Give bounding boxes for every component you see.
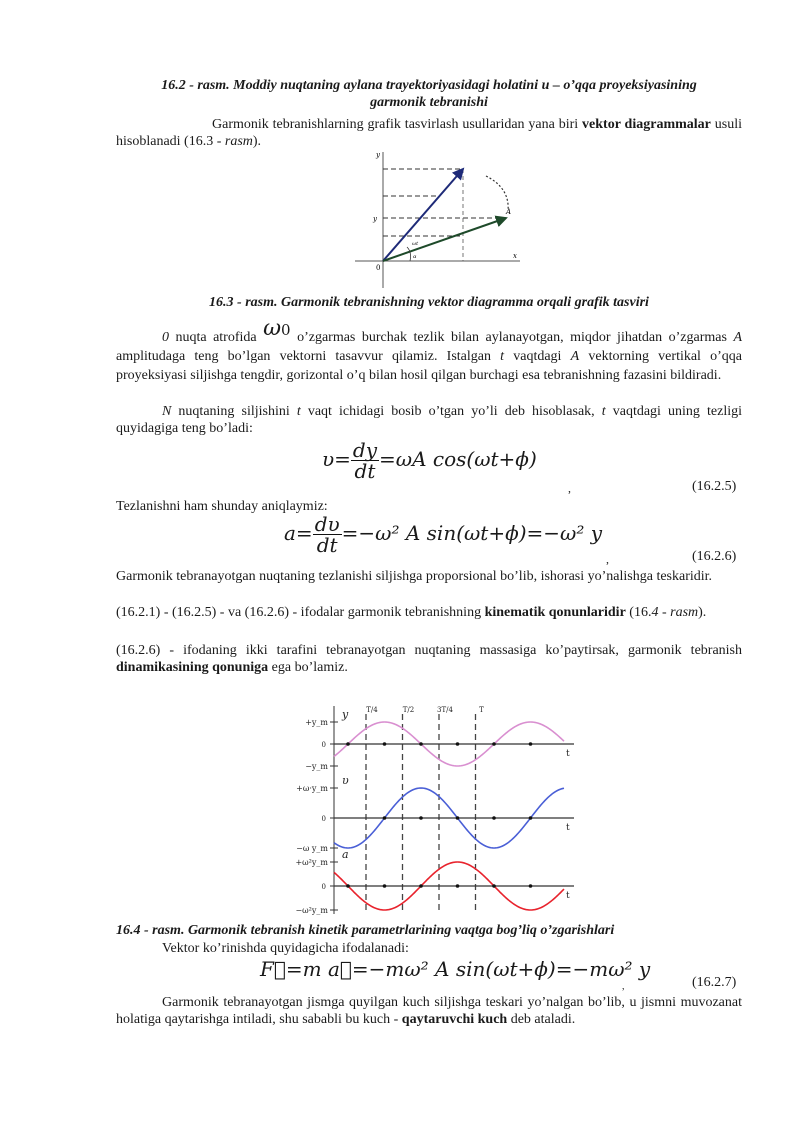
paragraph — [116, 604, 742, 621]
origin-label: 0 — [376, 264, 381, 272]
angle-label-wt: ωt — [412, 241, 419, 247]
zero-crossing-dot — [456, 742, 460, 746]
kinetic-parameters-figure — [282, 700, 582, 916]
time-axis-label: t — [566, 891, 570, 901]
bold-term: dinamikasining qonuniga — [116, 660, 269, 675]
paragraph — [116, 316, 742, 385]
caption-line: garmonik tebranishi — [370, 95, 488, 110]
time-axis-label: t — [566, 749, 570, 759]
angle-label-alpha: α — [413, 254, 417, 260]
text: nuqta atrofida — [169, 330, 264, 345]
vector-label-a: A — [506, 208, 512, 216]
text: (16.2.6) - ifodaning ikki tarafini tebranayotgan nuqtaning massasiga ko’paytirsak, garmonik tebranish — [116, 643, 742, 658]
text: ). — [252, 134, 262, 149]
figure-caption-16-4: 16.4 - rasm. Garmonik tebranish kinetik parametrlarining vaqtga bog’liq o’zgarishlari — [116, 923, 615, 938]
axis-label-y: y — [376, 151, 380, 159]
text: deb ataladi. — [507, 1012, 576, 1027]
text: - — [658, 605, 671, 620]
equation-number: (16.2.6) — [692, 549, 737, 564]
zero-crossing-dot — [492, 742, 496, 746]
fraction-denominator: dt — [316, 533, 338, 557]
variable-label: υ — [342, 774, 349, 787]
zero-label: 0 — [321, 815, 326, 823]
text: N — [162, 404, 172, 419]
amplitude-negative-label: −ω²y_m — [295, 906, 328, 915]
amplitude-negative-label: −ω y_m — [296, 844, 328, 853]
zero-crossing-dot — [456, 884, 460, 888]
zero-crossing-dot — [346, 742, 350, 746]
text: amplitudaga teng bo’lgan vektorni tasavvur qilamiz. Istalgan — [116, 349, 501, 364]
zero-crossing-dot — [492, 884, 496, 888]
amplitude-positive-label: +ω²y_m — [295, 858, 328, 867]
text: usuli hisoblanadi (16.3 - — [116, 117, 742, 149]
text: A — [733, 330, 742, 345]
paragraph — [116, 403, 742, 437]
text: rasm — [670, 605, 699, 620]
caption-line: 16.2 - rasm. Moddiy nuqtaning aylana trayektoriyasidagi holatini u – o’qqa proyeksiyasining — [161, 78, 697, 93]
zero-crossing-dot — [492, 816, 496, 820]
zero-crossing-dot — [529, 816, 533, 820]
paragraph — [116, 116, 742, 150]
text: vaqtdagi uning tezligi quyidagiga teng bo’ladi: — [116, 404, 742, 436]
fraction-numerator: dy — [352, 438, 378, 462]
paragraph — [116, 642, 742, 676]
equation-number: (16.2.5) — [692, 479, 737, 494]
rotation-arc — [486, 176, 508, 211]
text: Garmonik tebranayotgan jismga quyilgan kuch siljishga teskari yo’nalgan bo’lib, u jismni muvozanat holatiga qaytarishga intiladi, shu sababli bu kuch - — [116, 995, 742, 1027]
amplitude-positive-label: +ω·y_m — [296, 784, 328, 793]
comma: , — [622, 981, 625, 992]
figure-caption-16-3: 16.3 - rasm. Garmonik tebranishning vektor diagramma orqali grafik tasviri — [209, 295, 649, 310]
eq-rhs: =ωA cos(ωt+ϕ) — [379, 447, 537, 471]
period-label: T — [479, 706, 484, 714]
text: vektorning vertikal o’qqa proyeksiyasi siljishga tengdir, gorizontal o’q bilan hosil qilgan burchagi esa tebranishning fazasini bildiradi. — [116, 349, 742, 383]
paragraph: Tezlanishni ham shunday aniqlaymiz: — [116, 499, 328, 514]
vector-diagram-figure — [340, 148, 530, 290]
text: t — [500, 349, 505, 364]
fraction-numerator: dυ — [314, 512, 340, 536]
text: vaqtdagi — [504, 349, 571, 364]
paragraph: Garmonik tebranayotgan nuqtaning tezlanishi siljishga proporsional bo’lib, ishorasi yo’nalishga teskaridir. — [116, 569, 713, 584]
period-label: T/2 — [402, 706, 415, 714]
period-label: T/4 — [366, 706, 378, 714]
text: ). — [698, 605, 707, 620]
zero-crossing-dot — [456, 816, 460, 820]
eq-lhs: υ= — [322, 447, 351, 471]
text: 0 — [162, 330, 169, 345]
bold-term: kinematik qonunlaridir — [484, 605, 626, 620]
text: t — [296, 404, 301, 419]
paragraph: Vektor ko’rinishda quyidagicha ifodalanadi: — [162, 941, 409, 956]
zero-label: 0 — [321, 883, 326, 891]
figure-caption-16-2 — [116, 77, 742, 111]
time-axis-label: t — [566, 823, 570, 833]
period-label: 3T/4 — [437, 706, 453, 714]
text: t — [601, 404, 606, 419]
variable-label: y — [342, 708, 349, 721]
omega-subscript: 0 — [281, 321, 291, 339]
comma: , — [568, 481, 571, 495]
equation-16-2-6 — [284, 514, 602, 555]
text: 4 — [651, 605, 659, 620]
zero-label: 0 — [321, 741, 326, 749]
text: (16.2.1) - (16.2.5) - va (16.2.6) - ifodalar garmonik tebranishning — [116, 605, 485, 620]
zero-crossing-dot — [383, 884, 387, 888]
variable-label: a — [342, 848, 349, 861]
zero-crossing-dot — [529, 742, 533, 746]
eq-rhs: =−ω² A sin(ωt+ϕ)=−ω² y — [341, 521, 603, 545]
text: ega bo’lamiz. — [268, 660, 348, 675]
text: (16. — [625, 605, 652, 620]
zero-crossing-dot — [529, 884, 533, 888]
zero-crossing-dot — [383, 742, 387, 746]
zero-crossing-dot — [419, 742, 423, 746]
text: Garmonik tebranishlarning grafik tasvirlash usullaridan yana biri — [212, 117, 583, 132]
y-mark-label: y — [373, 215, 377, 223]
amplitude-positive-label: +y_m — [305, 718, 328, 727]
equation-16-2-5 — [322, 440, 537, 481]
equation-number: (16.2.7) — [692, 975, 737, 990]
comma: , — [606, 552, 609, 566]
zero-crossing-dot — [346, 884, 350, 888]
text: rasm — [224, 134, 253, 149]
fraction-denominator: dt — [354, 459, 376, 483]
omega0-symbol — [263, 316, 291, 341]
text: A — [570, 349, 580, 364]
omega-glyph: ω — [263, 316, 282, 341]
zero-crossing-dot — [383, 816, 387, 820]
text: o’zgarmas burchak tezlik bilan aylanayotgan, miqdor jihatdan o’zgarmas — [290, 330, 734, 345]
zero-crossing-dot — [419, 816, 423, 820]
equation-16-2-7: F⃗=m a⃗=−mω² A sin(ωt+ϕ)=−mω² y — [260, 957, 651, 981]
text: nuqtaning siljishini — [171, 404, 297, 419]
text: vaqt ichidagi bosib o’tgan yo’li deb hisoblasak, — [300, 404, 602, 419]
zero-crossing-dot — [419, 884, 423, 888]
bold-term: vektor diagrammalar — [582, 117, 711, 132]
paragraph — [116, 994, 742, 1028]
eq-lhs: a= — [284, 521, 313, 545]
axis-label-x: x — [513, 252, 517, 260]
amplitude-negative-label: −y_m — [305, 762, 328, 771]
bold-term: qaytaruvchi kuch — [401, 1012, 508, 1027]
